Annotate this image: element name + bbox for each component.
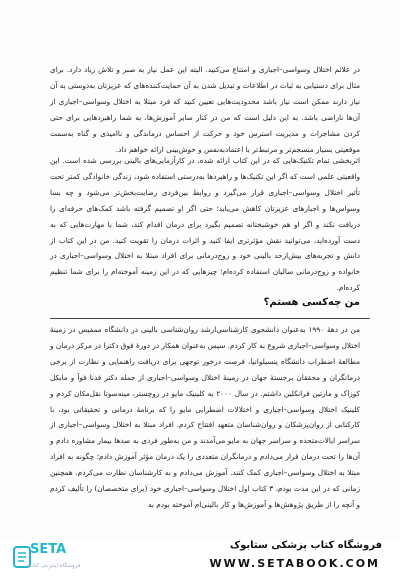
paragraph-1: در علائم اختلال وسواسی–اجباری و امتناع می‌کنید. البته این عمل نیاز به صبر و تلاش زیاد دارد. برای مثال برای دستیابی به ثبات در اطلاعات و تبدیل شدن به آن حمایت‌کننده‌های که عزیزتان به‌دوستی به آن نیاز دارند ممکن است نیاز باشد محدودیت‌هایی تعیین کنید که فرد مبتلا به اختلال وسواسی–اجباری از آن‌ها ناراضی باشد. به این دلیل است که من در کنار سایر آموزش‌ها، به شما راهبردهایی برای حتی کردن مشاجرات و مدیریت استرس خود و حرکت از احساس درماندگی و ناامیدی و گناه به‌سمت موقعیتی بسیار منسجم‌تر و مرتبط‌تر با اعتمادبه‌نفس و خوش‌بینی ارائه خواهم داد. bbox=[50, 65, 360, 154]
store-logo-subtitle: فروشگاه اینترنتی کتاب bbox=[28, 563, 81, 569]
heading-divider bbox=[50, 318, 370, 319]
section-heading: من چه‌کسی هستم؟ bbox=[263, 297, 360, 308]
paragraph-2: اثربخشی تمام تکنیک‌هایی که در این کتاب ارائه شده، در کارآزمایی‌های بالینی بررسی شده است. این واقعیتی علمی است که اگر این تکنیک‌ها و راهبردها به‌درستی استفاده شود، زندگی خانوادگی کمتر تحت تأثیر اختلال وسواسی–اجباری قرار می‌گیرد و روابط بین‌فردی رضایت‌بخش‌تر می‌شود و چه بسا وسواس‌ها و اجبارهای عزیزتان کاهش می‌یابد؛ حتی اگر او تصمیم گرفته باشد کمک‌های حرفه‌ای را دریافت نکند و اگر او هم خوشبختانه تصمیم بگیرد برای درمان اقدام کند، شما با مهارت‌هایی که به دست آورده‌اید، می‌توانید نقش مؤثرتری ایفا کنید و اثرات درمان را تقویت کنید. من در این کتاب از دانش و تجربه‌های بیش‌ازحد بالینی خود و زوج‌درمانی برای افراد مبتلا به اختلال وسواسی–اجباری در خانواده و زوج‌درمانی سالیان استفاده کرده‌ام؛ چیزهایی که در این زمینه آموخته‌ام را برای شما تنظیم کرده‌ام. bbox=[50, 156, 360, 293]
store-logo-text: SETA bbox=[30, 542, 67, 557]
store-title: فروشگاه کتاب پزشکی ستابوک bbox=[229, 540, 382, 551]
paragraph-3: من در دهۀ ۱۹۹۰ به‌عنوان دانشجوی کارشناسی‌ارشد روان‌شناسی بالینی در دانشگاه ممفیس در زمینۀ اختلال وسواسی–اجباری شروع به کار کردم. سپس به‌عنوان همکار در دورۀ فوق دکترا در مرکز درمان و مطالعۀ اضطراب دانشگاه پنسیلوانیا، فرصت درخور توجهی برای دریافت راهنمایی و نظارت از برخی درمانگران و محققان برجستۀ جهان در زمینۀ اختلال وسواسی–اجباری از جمله دکتر فدنا فوآ و مایکل کوزاک و مارتین فرانکلین داشتم. در سال ۲۰۰۰ به کلینیک مایو در روچستر، مینه‌سوتا نقل‌مکان کردم و کلینیک اختلال وسواسی–اجباری و اختلالات اضطرابی مایو را که برنامۀ درمانی و تحقیقاتی بود، با کارکنانی از روان‌پزشکان و روان‌شناسان متعهد افتتاح کردم. افراد مبتلا به اختلال وسواسی–اجباری از سراسر ایالات‌متحده و سراسر جهان به مایو می‌آمدند و من به‌طور فردی به صدها بیمار مشاوره دادم و آن‌ها را تحت درمان قرار می‌دادم و درمانگران متعددی را یک درمان مؤثر آموزش دادم؛ چگونه به افراد مبتلا به اختلال وسواسی–اجباری کمک کنند. آموزش می‌دادم و به کارشناسان نظارت می‌کردم. همچنین زمانی که در این مدت بودم، ۳ کتاب اول اختلال وسواسی–اجباری خود (برای متخصصان) را تألیف کردم و آنچه را از طریق پژوهش‌ها و آموزش‌ها و کار بالینی‌ام آموخته بودم به bbox=[50, 325, 361, 509]
store-url-link[interactable]: WWW.SETABOOK.COM bbox=[209, 557, 380, 570]
